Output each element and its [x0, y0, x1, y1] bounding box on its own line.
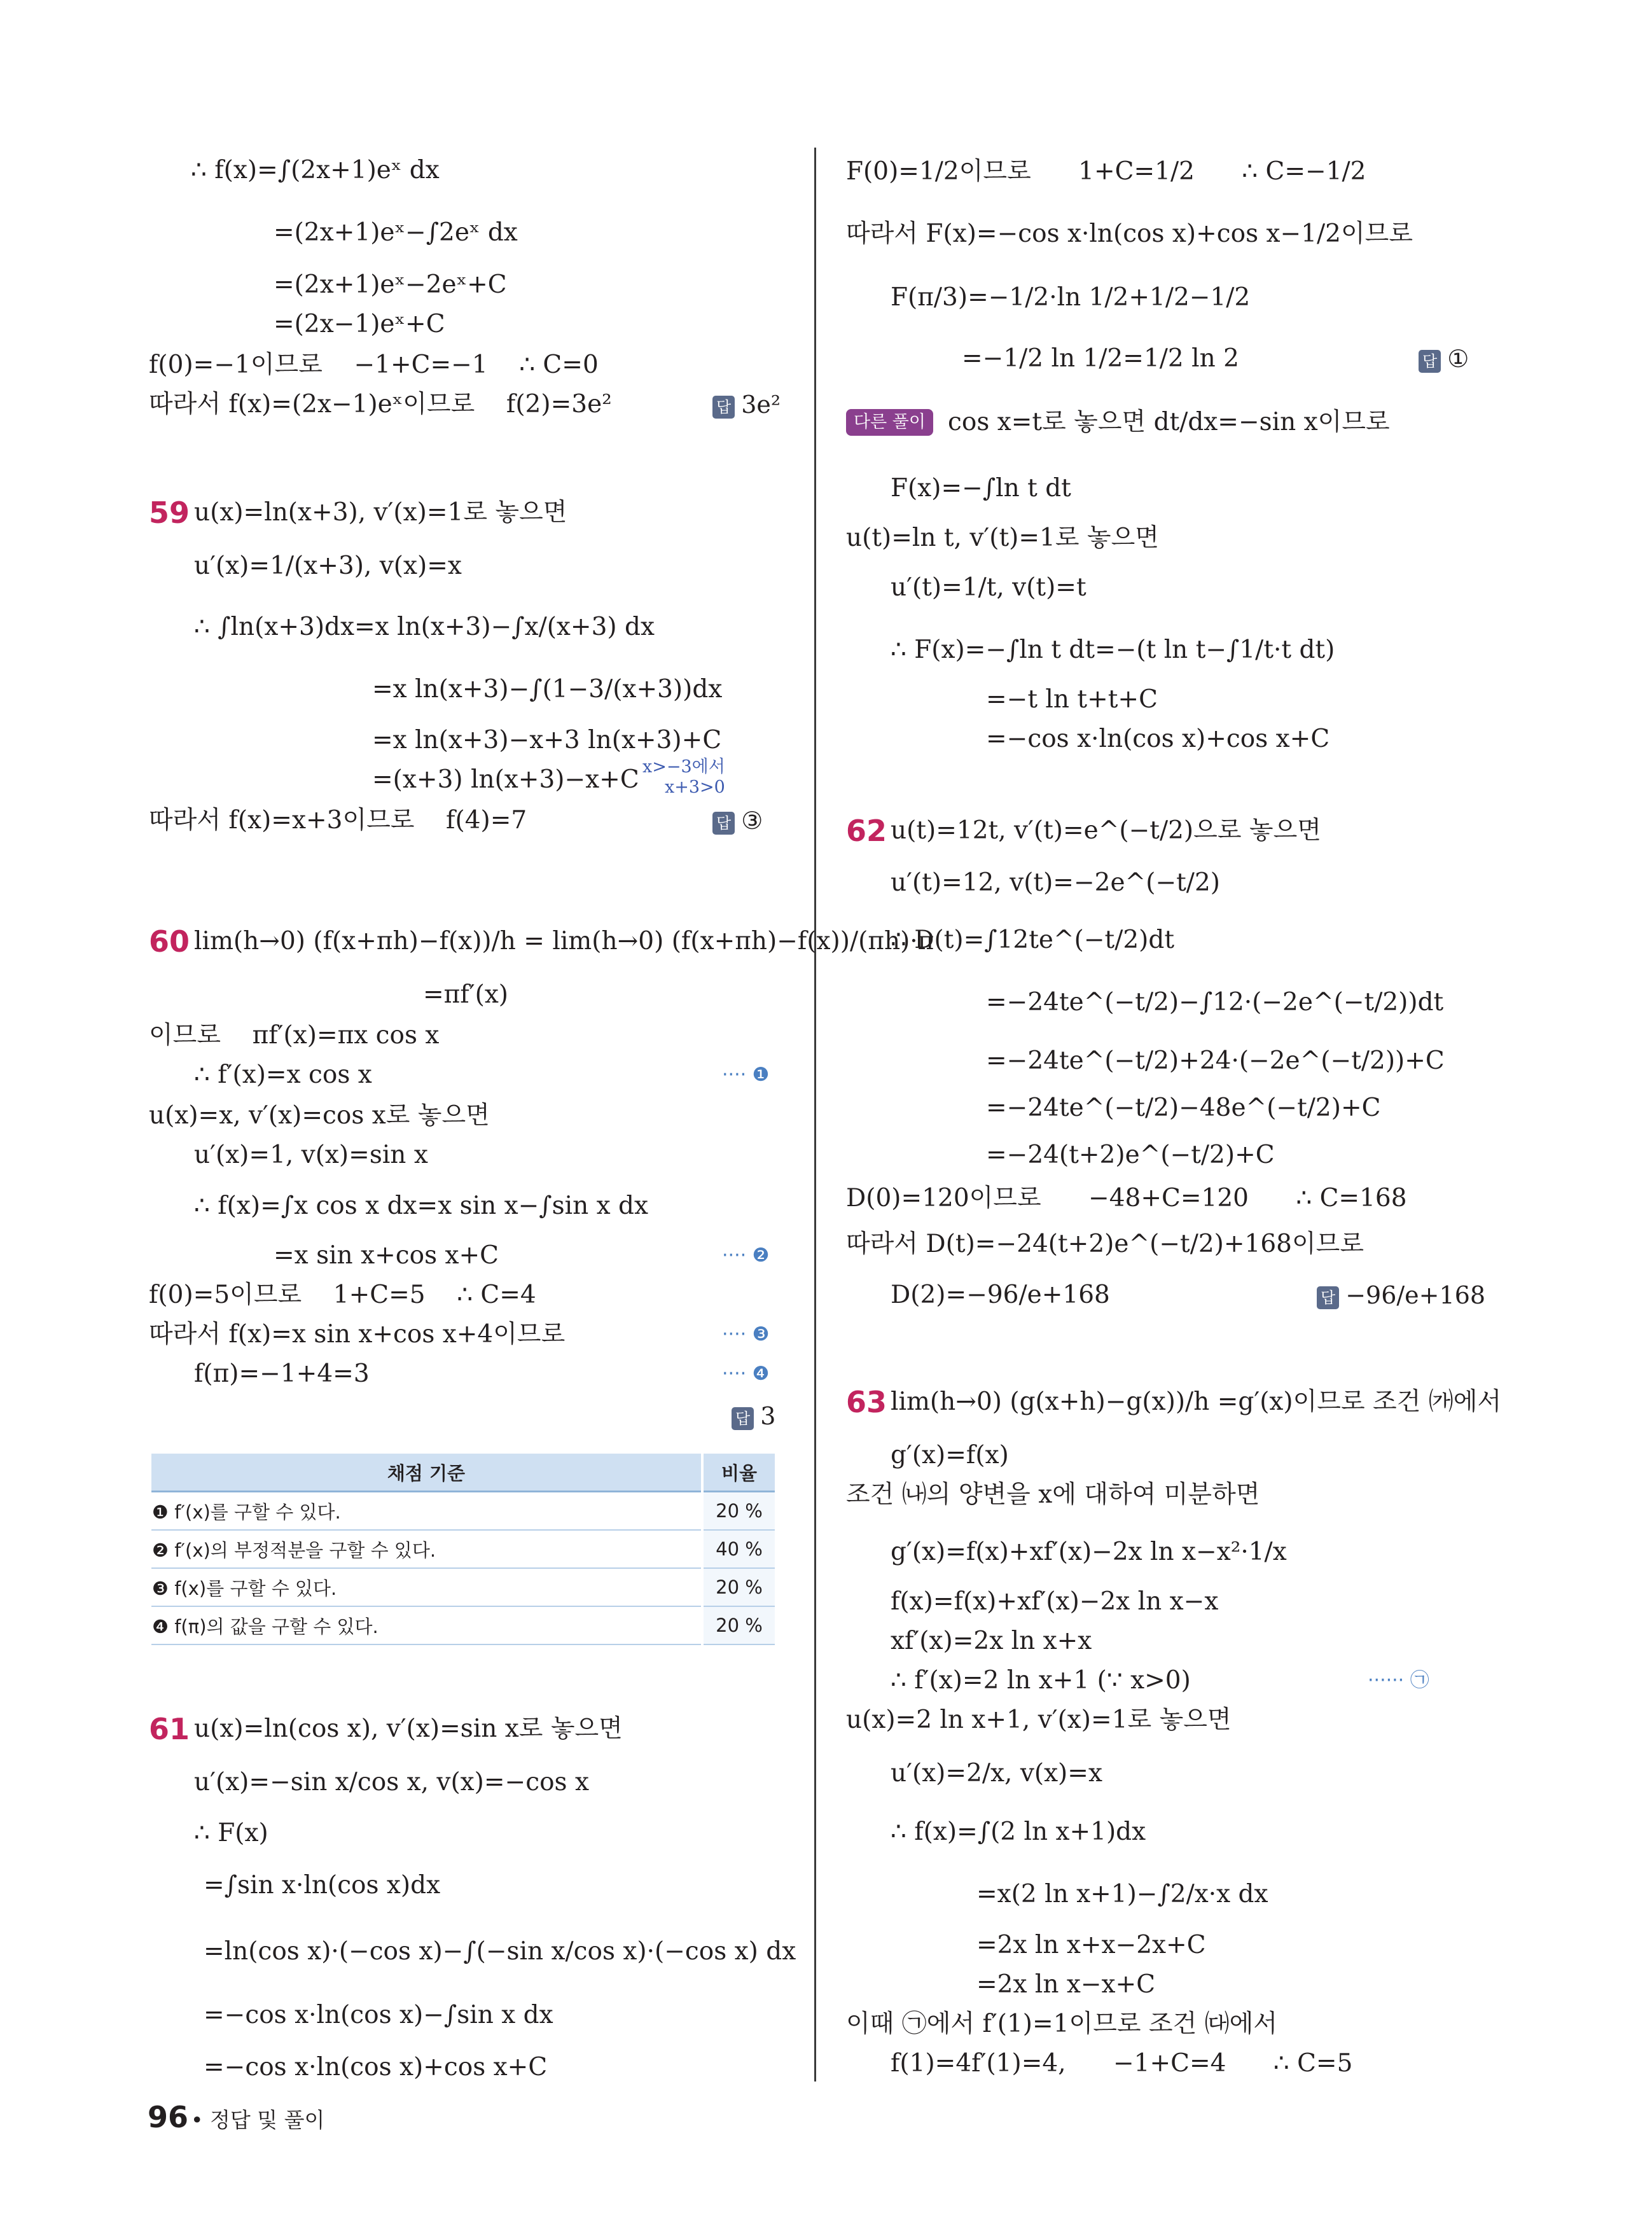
rubric-criterion: ❹ f(π)의 값을 구할 수 있다.: [151, 1606, 702, 1644]
equation-line: u′(x)=2/x, v(x)=x: [891, 1759, 1102, 1788]
equation-line: =−24te^(−t/2)+24·(−2e^(−t/2))+C: [986, 1046, 1445, 1075]
table-row: [151, 1530, 775, 1568]
equation-line: 이때 ㉠에서 f′(1)=1이므로 조건 ㈐에서: [846, 2010, 1278, 2038]
equation-line: u(t)=12t, v′(t)=e^(−t/2)으로 놓으면: [891, 816, 1321, 845]
step-marker: ···· ❶: [722, 1064, 770, 1086]
equation-line: =−cos x·ln(cos x)+cos x+C: [986, 725, 1330, 753]
answer: 답 −96/e+168: [1317, 1277, 1485, 1313]
equation-line: f(0)=5이므로 1+C=5 ∴ C=4: [149, 1281, 536, 1309]
step-marker: ···· ❷: [722, 1244, 770, 1267]
answer: 답 ③: [712, 803, 763, 838]
problem-number: 62: [846, 814, 887, 848]
equation-line: f(x)=f(x)+xf′(x)−2x ln x−x: [891, 1587, 1219, 1616]
equation-line: F(π/3)=−1/2·ln 1/2+1/2−1/2: [891, 283, 1251, 312]
table-row: [151, 1492, 775, 1531]
equation-line: u′(t)=12, v(t)=−2e^(−t/2): [891, 868, 1220, 897]
equation-line: =(2x−1)eˣ+C: [274, 310, 445, 338]
equation-line: f(0)=−1이므로 −1+C=−1 ∴ C=0: [149, 351, 599, 379]
equation-line: =−1/2 ln 1/2=1/2 ln 2: [962, 344, 1239, 373]
page-number: 96: [148, 2100, 189, 2134]
equation-line: ∴ f′(x)=2 ln x+1 (∵ x>0): [891, 1666, 1191, 1695]
answer-icon: 답: [712, 396, 735, 419]
column-divider: [814, 148, 816, 2082]
equation-line: ∴ f(x)=∫x cos x dx=x sin x−∫sin x dx: [194, 1192, 648, 1220]
answer: 답 ①: [1419, 341, 1469, 377]
problem-number: 60: [149, 924, 190, 959]
equation-line: f(π)=−1+4=3: [194, 1359, 370, 1388]
answer: 답 3e²: [712, 387, 781, 422]
equation-line: =−24te^(−t/2)−48e^(−t/2)+C: [986, 1094, 1381, 1122]
section-title: • 정답 및 풀이: [191, 2108, 325, 2132]
equation-line: D(2)=−96/e+168: [891, 1281, 1110, 1309]
equation-line: =∫sin x·ln(cos x)dx: [204, 1871, 441, 1900]
equation-line: D(0)=120이므로 −48+C=120 ∴ C=168: [846, 1184, 1407, 1213]
equation-line: =(2x+1)eˣ−2eˣ+C: [274, 270, 507, 299]
step-marker: ···· ❸: [722, 1323, 770, 1345]
equation-line: ∴ F(x)=−∫ln t dt=−(t ln t−∫1/t·t dt): [891, 636, 1335, 664]
equation-line: =2x ln x−x+C: [976, 1970, 1156, 1999]
equation-line: 따라서 f(x)=(2x−1)eˣ이므로 f(2)=3e²: [149, 390, 612, 419]
equation-line: 따라서 D(t)=−24(t+2)e^(−t/2)+168이므로: [846, 1230, 1364, 1258]
equation-line: =−t ln t+t+C: [986, 685, 1158, 714]
equation-line: xf′(x)=2x ln x+x: [891, 1627, 1092, 1655]
equation-line: 조건 ㈏의 양변을 x에 대하여 미분하면: [846, 1480, 1260, 1509]
table-header: 비율: [702, 1454, 775, 1492]
answer-icon: 답: [1419, 350, 1441, 373]
rubric-ratio: 40 %: [702, 1530, 775, 1568]
equation-line: =(2x+1)eˣ−∫2eˣ dx: [274, 218, 518, 247]
equation-line: =2x ln x+x−2x+C: [976, 1931, 1206, 1959]
equation-line: ∴ f′(x)=x cos x: [194, 1060, 372, 1089]
problem-number: 61: [149, 1712, 190, 1746]
answer: 답 3: [732, 1398, 775, 1434]
equation-line: F(x)=−∫ln t dt: [891, 474, 1071, 503]
equation-line: g′(x)=f(x)+xf′(x)−2x ln x−x²·1/x: [891, 1538, 1287, 1566]
equation-line: 따라서 F(x)=−cos x·ln(cos x)+cos x−1/2이므로: [846, 219, 1413, 248]
side-note: x>−3에서 x+3>0: [642, 757, 725, 797]
equation-line: F(0)=1/2이므로 1+C=1/2 ∴ C=−1/2: [846, 157, 1366, 186]
equation-line: 따라서 f(x)=x+3이므로 f(4)=7: [149, 806, 527, 835]
equation-line: u′(x)=−sin x/cos x, v(x)=−cos x: [194, 1768, 589, 1797]
equation-line: ∴ f(x)=∫(2x+1)eˣ dx: [191, 156, 440, 184]
equation-line: 따라서 f(x)=x sin x+cos x+4이므로: [149, 1320, 566, 1349]
equation-line: u(x)=x, v′(x)=cos x로 놓으면: [149, 1101, 490, 1130]
table-header-row: [151, 1454, 775, 1492]
table-row: [151, 1606, 775, 1644]
equation-line: =ln(cos x)·(−cos x)−∫(−sin x/cos x)·(−cos x) dx: [204, 1937, 796, 1966]
equation-line: =−24te^(−t/2)−∫12·(−2e^(−t/2))dt: [986, 988, 1444, 1017]
equation-line: =x sin x+cos x+C: [274, 1241, 499, 1270]
equation-line: =x(2 ln x+1)−∫2/x·x dx: [976, 1880, 1268, 1908]
problem-number: 59: [149, 496, 190, 530]
equation-line: ∴ F(x): [194, 1819, 268, 1847]
equation-line: ∴ f(x)=∫(2 ln x+1)dx: [891, 1817, 1146, 1846]
problem-number: 63: [846, 1385, 887, 1419]
right-column: [821, 0, 1652, 2231]
equation-line: lim(h→0) (f(x+πh)−f(x))/h = lim(h→0) (f(x+πh)−f(x))/(πh)·π: [194, 927, 934, 956]
equation-line: =x ln(x+3)−∫(1−3/(x+3))dx: [372, 675, 723, 704]
alternative-solution-badge: 다른 풀이: [846, 409, 933, 436]
rubric-criterion: ❷ f′(x)의 부정적분을 구할 수 있다.: [151, 1530, 702, 1568]
rubric-criterion: ❸ f(x)를 구할 수 있다.: [151, 1568, 702, 1606]
equation-line: cos x=t로 놓으면 dt/dx=−sin x이므로: [948, 408, 1390, 436]
equation-line: =−cos x·ln(cos x)−∫sin x dx: [204, 2001, 553, 2029]
equation-line: =πf′(x): [423, 980, 509, 1009]
table-header: 채점 기준: [151, 1454, 702, 1492]
answer-icon: 답: [712, 812, 735, 835]
equation-line: =x ln(x+3)−x+3 ln(x+3)+C: [372, 726, 722, 754]
equation-line: =−24(t+2)e^(−t/2)+C: [986, 1141, 1275, 1169]
equation-line: u(x)=ln(cos x), v′(x)=sin x로 놓으면: [194, 1714, 623, 1743]
equation-line: g′(x)=f(x): [891, 1441, 1009, 1470]
rubric-ratio: 20 %: [702, 1568, 775, 1606]
equation-line: u(x)=ln(x+3), v′(x)=1로 놓으면: [194, 498, 567, 527]
equation-line: u′(x)=1, v(x)=sin x: [194, 1141, 428, 1169]
equation-line: =−cos x·ln(cos x)+cos x+C: [204, 2053, 548, 2082]
rubric-ratio: 20 %: [702, 1492, 775, 1531]
equation-line: =(x+3) ln(x+3)−x+C: [372, 765, 639, 794]
equation-line: ∴ ∫ln(x+3)dx=x ln(x+3)−∫x/(x+3) dx: [194, 613, 655, 641]
equation-line: u′(x)=1/(x+3), v(x)=x: [194, 552, 462, 580]
answer-icon: 답: [732, 1407, 754, 1430]
step-marker: ···· ❹: [722, 1363, 770, 1385]
equation-mark: ······ ㉠: [1368, 1669, 1429, 1692]
equation-line: u′(t)=1/t, v(t)=t: [891, 573, 1086, 602]
rubric-ratio: 20 %: [702, 1606, 775, 1644]
equation-line: u(t)=ln t, v′(t)=1로 놓으면: [846, 524, 1159, 552]
scoring-rubric-table: [151, 1454, 775, 1645]
table-row: [151, 1568, 775, 1606]
answer-icon: 답: [1317, 1286, 1339, 1309]
equation-line: lim(h→0) (g(x+h)−g(x))/h =g′(x)이므로 조건 ㈎에서: [891, 1387, 1502, 1416]
equation-line: ∴ D(t)=∫12te^(−t/2)dt: [891, 926, 1175, 954]
equation-line: u(x)=2 ln x+1, v′(x)=1로 놓으면: [846, 1706, 1232, 1734]
equation-line: 이므로 πf′(x)=πx cos x: [149, 1021, 440, 1050]
rubric-criterion: ❶ f′(x)를 구할 수 있다.: [151, 1492, 702, 1531]
equation-line: f(1)=4f′(1)=4, −1+C=4 ∴ C=5: [891, 2049, 1353, 2078]
